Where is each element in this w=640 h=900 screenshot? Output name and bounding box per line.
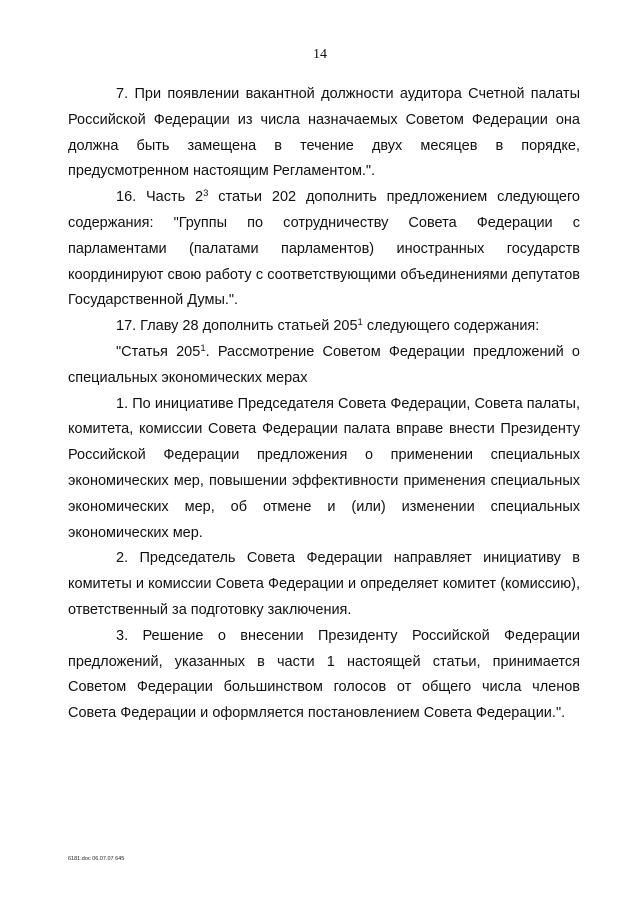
- article-heading-superscript: 1: [200, 342, 206, 354]
- paragraph-item-17-text-before: 17. Главу 28 дополнить статьей 205: [116, 318, 358, 335]
- page-number: 14: [313, 47, 327, 62]
- paragraph-item-17: [68, 314, 580, 340]
- paragraph-item-16-text-before: 16. Часть 2: [116, 189, 204, 206]
- article-heading-text-before: "Статья 205: [116, 343, 201, 360]
- document-body: [68, 82, 580, 727]
- paragraph-item-16-text-after: статьи 202 дополнить предложением следующего содержания: "Группы по сотрудничеству Совета Федерации с парламентами (палатами парламентов) иностранных государств координируют свою работу с соответствующими объединениями депутатов Государственной Думы.".: [68, 189, 580, 309]
- article-part-3: 3. Решение о внесении Президенту Российской Федерации предложений, указанных в части 1 настоящей статьи, принимается Советом Федерации большинством голосов от общего числа членов Совета Федерации и оформляется постановлением Совета Федерации.".: [68, 627, 580, 722]
- article-heading-text-after: . Рассмотрение Советом Федерации предложений о специальных экономических мерах: [68, 343, 580, 386]
- article-part-2: 2. Председатель Совета Федерации направляет инициативу в комитеты и комиссии Совета Федерации и определяет комитет (комиссию), ответственный за подготовку заключения.: [68, 550, 580, 618]
- article-part-1: 1. По инициативе Председателя Совета Федерации, Совета палаты, комитета, комиссии Совета Федерации палата вправе внести Президенту Российской Федерации предложения о применении специальных экономических мер, повышении эффективности применения специальных экономических мер, об отмене и (или) изменении специальных экономических мер.: [68, 395, 580, 541]
- file-footer-note: 6181.doc 06.07.07 645: [68, 856, 125, 862]
- paragraph-auditor-vacancy: 7. При появлении вакантной должности аудитора Счетной палаты Российской Федерации из числа назначаемых Советом Федерации она должна быть замещена в течение двух месяцев в порядке, предусмотренном настоящим Регламентом.".: [68, 86, 580, 180]
- paragraph-item-16-superscript: 3: [203, 187, 209, 199]
- paragraph-item-17-superscript: 1: [357, 316, 363, 328]
- article-heading: [68, 340, 580, 392]
- paragraph-item-16: [68, 185, 580, 314]
- paragraph-item-17-text-after: следующего содержания:: [362, 318, 540, 335]
